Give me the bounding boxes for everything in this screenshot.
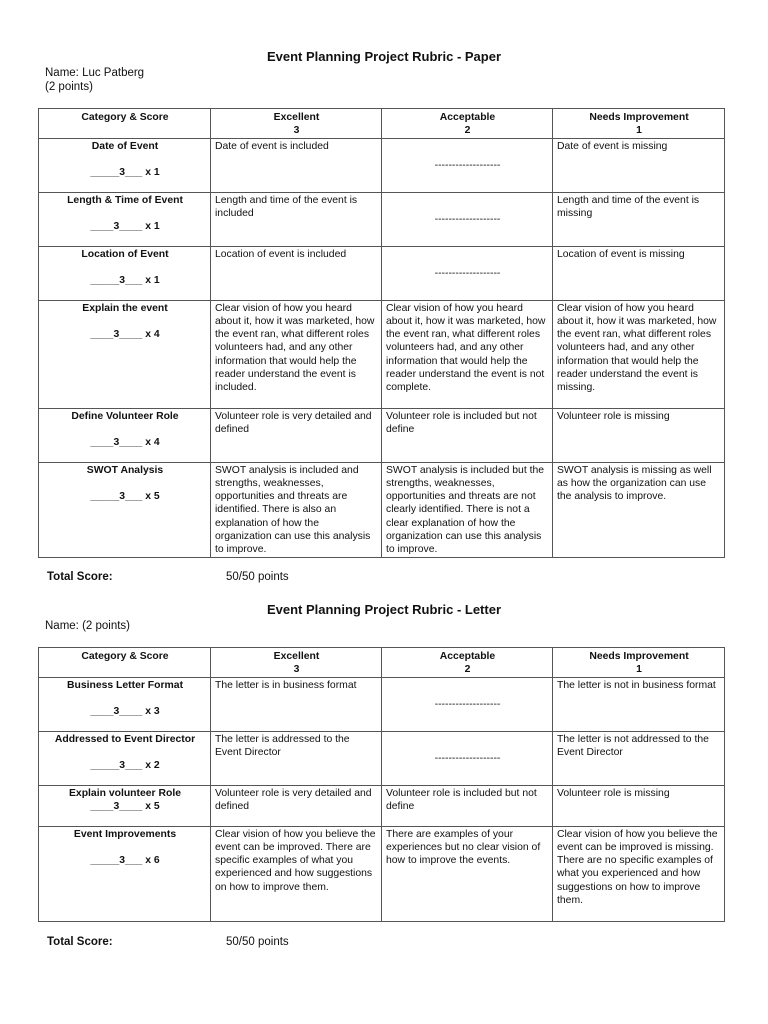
needs-cell: SWOT analysis is missing as well as how the organization can use the analysis to improve.	[553, 462, 725, 557]
needs-cell: Clear vision of how you heard about it, how it was marketed, how the event ran, what different roles volunteers had, and any other information that would help the reader understand the event is missing.	[553, 300, 725, 408]
needs-cell: Volunteer role is missing	[553, 408, 725, 462]
excellent-cell: SWOT analysis is included and strengths, weaknesses, opportunities and threats are identified. There is also an explanation of how the organization can use this analysis to improve.	[211, 462, 382, 557]
score-line: _____3___ x 6	[90, 854, 160, 866]
category-cell: Addressed to Event Director _____3___ x 2	[39, 731, 211, 785]
needs-cell: The letter is not in business format	[553, 677, 725, 731]
excellent-cell: The letter is in business format	[211, 677, 382, 731]
score-line: ____3____ x 3	[90, 705, 160, 717]
needs-cell: The letter is not addressed to the Event Director	[553, 731, 725, 785]
table-row	[39, 408, 725, 462]
excellent-cell: Clear vision of how you heard about it, how it was marketed, how the event ran, what different roles volunteers had, and any other information that would help the reader understand the event is included.	[211, 300, 382, 408]
letter-rubric-title: Event Planning Project Rubric - Letter	[266, 602, 502, 617]
header-excellent: Excellent 3	[211, 109, 382, 139]
acceptable-cell: -------------------	[382, 138, 553, 192]
paper-total-label: Total Score:	[47, 571, 113, 583]
letter-total-value: 50/50 points	[226, 936, 289, 948]
acceptable-cell: Volunteer role is included but not define	[382, 785, 553, 826]
category-cell: Explain the event ____3____ x 4	[39, 300, 211, 408]
category-cell: Explain volunteer Role ____3____ x 5	[39, 785, 211, 826]
category-cell: SWOT Analysis _____3___ x 5	[39, 462, 211, 557]
acceptable-cell: SWOT analysis is included but the strengths, weaknesses, opportunities and threats are not clearly identified. There is not a clear explanation of how the organization can use this analysis to improve.	[382, 462, 553, 557]
paper-header-row	[39, 109, 725, 139]
acceptable-cell: -------------------	[382, 677, 553, 731]
header-needs-improvement: Needs Improvement 1	[553, 109, 725, 139]
category-cell: Location of Event _____3___ x 1	[39, 246, 211, 300]
score-line: _____3___ x 5	[90, 490, 160, 502]
table-row	[39, 677, 725, 731]
paper-rubric-title: Event Planning Project Rubric - Paper	[266, 49, 502, 64]
header-category: Category & Score	[39, 109, 211, 139]
header-category: Category & Score	[39, 648, 211, 678]
letter-header-row	[39, 648, 725, 678]
table-row	[39, 826, 725, 921]
letter-total-label: Total Score:	[47, 936, 113, 948]
acceptable-cell: -------------------	[382, 192, 553, 246]
category-cell: Length & Time of Event ____3____ x 1	[39, 192, 211, 246]
category-cell: Date of Event _____3___ x 1	[39, 138, 211, 192]
needs-cell: Length and time of the event is missing	[553, 192, 725, 246]
excellent-cell: Volunteer role is very detailed and defined	[211, 785, 382, 826]
acceptable-cell: There are examples of your experiences but no clear vision of how to improve the events.	[382, 826, 553, 921]
needs-cell: Clear vision of how you believe the event can be improved is missing. There are no specific examples of what you experienced and how suggestions on how to improve them.	[553, 826, 725, 921]
table-row	[39, 785, 725, 826]
score-line: ____3____ x 1	[90, 220, 160, 232]
acceptable-cell: Volunteer role is included but not define	[382, 408, 553, 462]
letter-rubric-table	[38, 647, 725, 922]
category-cell: Event Improvements _____3___ x 6	[39, 826, 211, 921]
paper-total-value: 50/50 points	[226, 571, 289, 583]
score-line: ____3____ x 4	[90, 436, 160, 448]
score-line: ____3____ x 4	[90, 328, 160, 340]
needs-cell: Location of event is missing	[553, 246, 725, 300]
table-row	[39, 462, 725, 557]
table-row	[39, 246, 725, 300]
table-row	[39, 300, 725, 408]
excellent-cell: Length and time of the event is included	[211, 192, 382, 246]
paper-rubric-table	[38, 108, 725, 558]
paper-name-line: Name: Luc Patberg	[45, 67, 145, 79]
needs-cell: Volunteer role is missing	[553, 785, 725, 826]
header-excellent: Excellent 3	[211, 648, 382, 678]
score-line: _____3___ x 1	[90, 274, 160, 286]
excellent-cell: The letter is addressed to the Event Director	[211, 731, 382, 785]
excellent-cell: Clear vision of how you believe the event can be improved. There are specific examples of what you experienced and how suggestions on how to improve them.	[211, 826, 382, 921]
category-cell: Define Volunteer Role ____3____ x 4	[39, 408, 211, 462]
excellent-cell: Location of event is included	[211, 246, 382, 300]
letter-name-line: Name: (2 points)	[45, 620, 131, 632]
acceptable-cell: Clear vision of how you heard about it, how it was marketed, how the event ran, what different roles volunteers had, and any other information that would help the reader understand the event is not complete.	[382, 300, 553, 408]
score-line: _____3___ x 1	[90, 166, 160, 178]
needs-cell: Date of event is missing	[553, 138, 725, 192]
header-needs-improvement: Needs Improvement 1	[553, 648, 725, 678]
paper-points-line: (2 points)	[45, 81, 93, 93]
score-line: ____3____ x 5	[90, 800, 160, 812]
table-row	[39, 138, 725, 192]
header-acceptable: Acceptable 2	[382, 648, 553, 678]
acceptable-cell: -------------------	[382, 731, 553, 785]
excellent-cell: Volunteer role is very detailed and defined	[211, 408, 382, 462]
excellent-cell: Date of event is included	[211, 138, 382, 192]
category-cell: Business Letter Format ____3____ x 3	[39, 677, 211, 731]
acceptable-cell: -------------------	[382, 246, 553, 300]
header-acceptable: Acceptable 2	[382, 109, 553, 139]
table-row	[39, 731, 725, 785]
table-row	[39, 192, 725, 246]
score-line: _____3___ x 2	[90, 759, 160, 771]
